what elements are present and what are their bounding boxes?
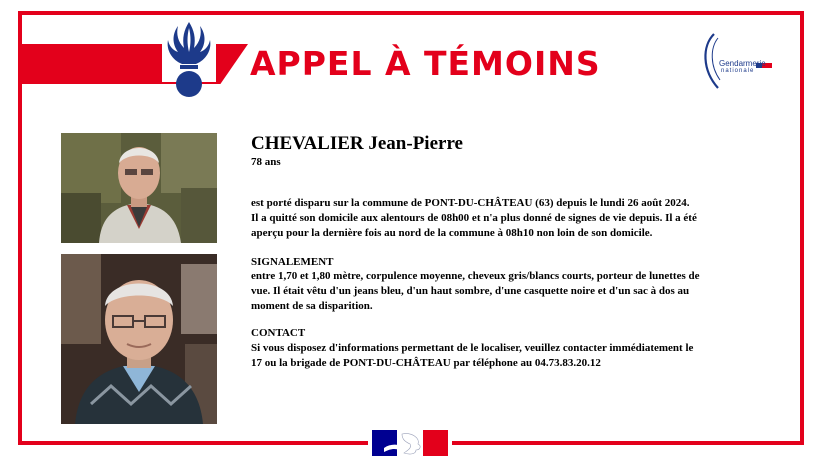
gendarmerie-logo-name: Gendarmerie: [719, 59, 766, 68]
republique-francaise-marianne-icon: [372, 428, 448, 458]
description-text: [251, 269, 699, 314]
frame-bottom-left: [18, 441, 368, 445]
description-heading: SIGNALEMENT: [251, 256, 334, 268]
gendarmerie-grenade-icon: [162, 18, 216, 104]
frame-right: [800, 11, 804, 445]
description-line: entre 1,70 et 1,80 mètre, corpulence moyenne, cheveux gris/blancs courts, porteur de lunettes de: [251, 270, 700, 282]
disappearance-line: est porté disparu sur la commune de PONT-DU-CHÂTEAU (63) depuis le lundi 26 août 2024.: [251, 197, 690, 209]
missing-person-photo-indoor: [61, 254, 217, 424]
missing-person-photo-outdoor: [61, 133, 217, 243]
contact-line: Si vous disposez d'informations permettant de le localiser, veuillez contacter immédiatement le: [251, 342, 694, 354]
contact-heading: CONTACT: [251, 327, 306, 339]
person-age: 78 ans: [251, 156, 281, 168]
description-line: vue. Il était vêtu d'un jeans bleu, d'un haut sombre, d'une casquette noire et d'un sac à dos au: [251, 285, 690, 297]
disappearance-text: [251, 196, 697, 241]
description-line: moment de sa disparition.: [251, 300, 373, 312]
page-title: APPEL À TÉMOINS: [250, 44, 601, 83]
contact-line: 17 ou la brigade de PONT-DU-CHÂTEAU par téléphone au 04.73.83.20.12: [251, 357, 601, 369]
person-name: CHEVALIER Jean-Pierre: [251, 133, 463, 154]
disappearance-line: Il a quitté son domicile aux alentours de 08h00 et n'a plus donné de signes de vie depuis. Il a été: [251, 212, 697, 224]
gendarmerie-logo-subtitle: nationale: [721, 68, 755, 74]
frame-top: [18, 11, 804, 15]
contact-text: [251, 341, 693, 371]
disappearance-line: aperçu pour la dernière fois au nord de la commune à 08h10 non loin de son domicile.: [251, 227, 653, 239]
frame-bottom-right: [452, 441, 804, 445]
